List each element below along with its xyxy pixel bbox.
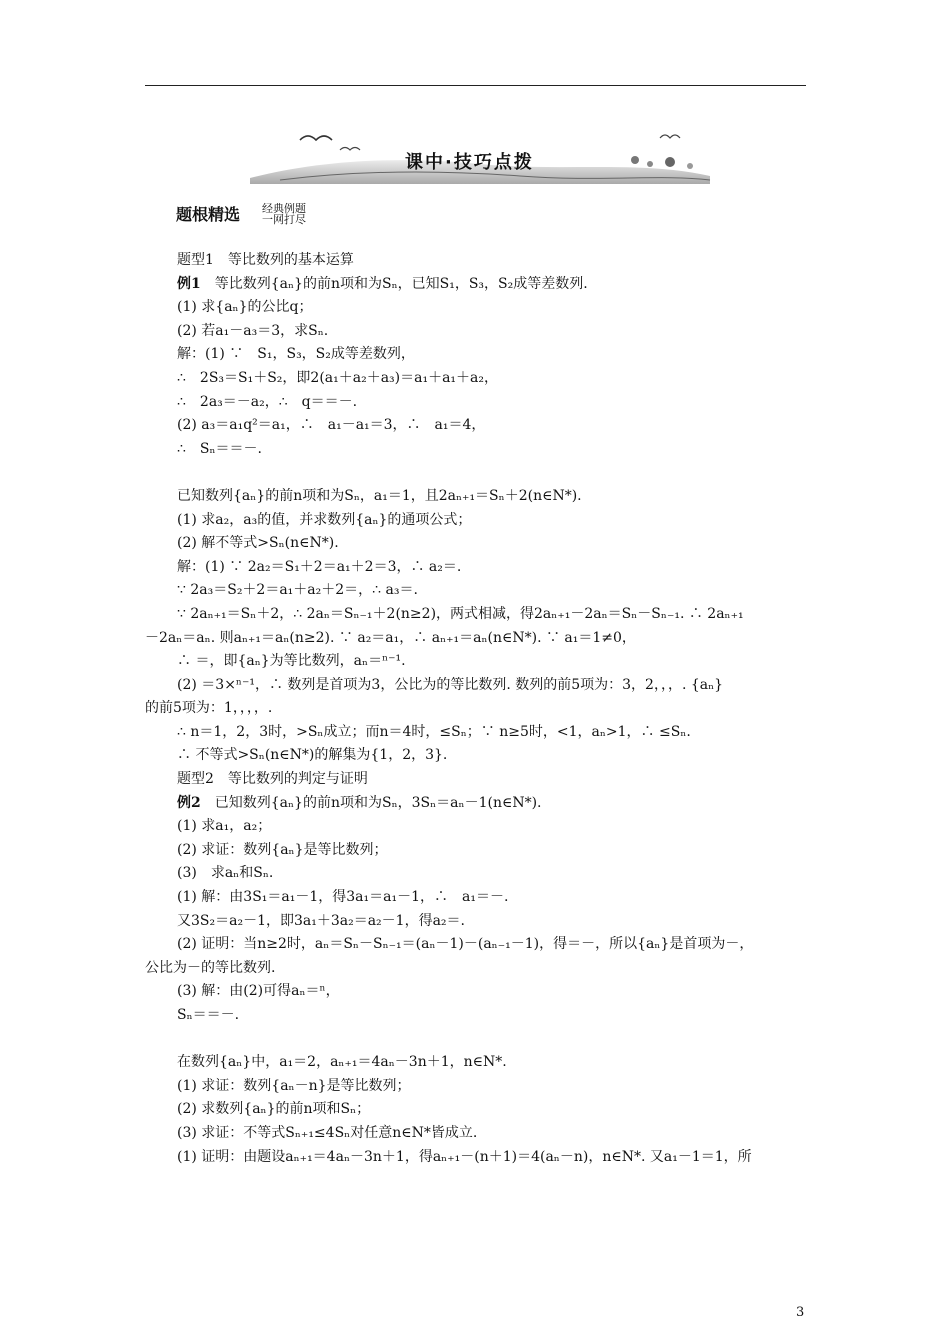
text-line <box>145 485 813 509</box>
text-line <box>145 815 813 839</box>
text-line <box>145 296 813 320</box>
blank-line <box>145 1028 813 1052</box>
text-line <box>145 249 813 273</box>
text-line <box>145 839 813 863</box>
text-line <box>145 744 813 768</box>
line-text: (2) 若a₁－a₃＝3，求Sₙ. <box>177 322 329 339</box>
page-number: 3 <box>796 1305 805 1320</box>
line-text: 在数列{aₙ}中，a₁＝2，aₙ₊₁＝4aₙ－3n＋1，n∈N*. <box>177 1054 507 1071</box>
line-text: (1) 证明：由题设aₙ₊₁＝4aₙ－3n＋1，得aₙ₊₁－(n＋1)＝4(aₙ－n)，n∈N*. 又a₁－1＝1，所 <box>177 1148 752 1165</box>
text-line <box>145 603 813 627</box>
line-text: 解：(1) ∵ S₁，S₃，S₂成等差数列， <box>177 346 415 363</box>
line-text: 解：(1) ∵ 2a₂＝S₁＋2＝a₁＋2＝3，∴ a₂＝. <box>177 558 462 575</box>
line-text: ∴ n＝1，2，3时，>Sₙ成立；而n＝4时，≤Sₙ；∵ n≥5时，<1，aₙ>1，∴ ≤Sₙ. <box>177 723 691 740</box>
line-text: ∵ 2aₙ₊₁＝Sₙ＋2，∴ 2aₙ＝Sₙ₋₁＋2(n≥2)，两式相减，得2aₙ₊₁－2aₙ＝Sₙ－Sₙ₋₁. ∴ 2aₙ₊₁ <box>177 605 744 622</box>
line-text: －2aₙ＝aₙ. 则aₙ₊₁＝aₙ(n≥2). ∵ a₂＝a₁，∴ aₙ₊₁＝aₙ(n∈N*). ∵ a₁＝1≠0， <box>145 629 636 646</box>
text-line <box>145 980 813 1004</box>
text-line <box>145 792 813 816</box>
line-text: 题型1 等比数列的基本运算 <box>177 252 354 268</box>
line-text: (2) 解不等式>Sₙ(n∈N*). <box>177 535 339 552</box>
section-tag-sub <box>262 203 306 225</box>
line-text: ∴ ＝，即{aₙ}为等比数列，aₙ＝ⁿ⁻¹. <box>177 653 406 670</box>
text-line <box>145 509 813 533</box>
line-text: 公比为－的等比数列. <box>145 959 276 976</box>
text-line <box>145 1075 813 1099</box>
line-text: 又3S₂＝a₂－1，即3a₁＋3a₂＝a₂－1，得a₂＝. <box>177 912 465 929</box>
text-line <box>145 556 813 580</box>
text-line <box>145 1098 813 1122</box>
line-text: 题型2 等比数列的判定与证明 <box>177 771 368 788</box>
line-text: (1) 求{aₙ}的公比q； <box>177 299 313 316</box>
text-line <box>145 391 813 415</box>
line-text: (1) 解：由3S₁＝a₁－1，得3a₁＝a₁－1，∴ a₁＝－. <box>177 889 509 906</box>
text-line <box>145 1051 813 1075</box>
blank-line <box>145 461 813 485</box>
line-text: ∴ 2a₃＝－a₂，∴ q＝＝－. <box>177 393 358 410</box>
line-text: (2) 求证：数列{aₙ}是等比数列； <box>177 841 388 858</box>
line-text: (1) 求证：数列{aₙ－n}是等比数列； <box>177 1077 411 1094</box>
section-tag-sub2: 一网打尽 <box>262 213 306 226</box>
line-text: 的前5项为：1，，，，. <box>145 700 273 717</box>
text-line <box>145 343 813 367</box>
text-line <box>145 532 813 556</box>
text-line <box>145 721 813 745</box>
text-line <box>145 367 813 391</box>
line-text: (2) ＝3×ⁿ⁻¹，∴ 数列是首项为3，公比为的等比数列. 数列的前5项为：3，2，，，. {aₙ} <box>177 676 724 693</box>
text-line <box>145 862 813 886</box>
text-line <box>145 579 813 603</box>
line-text: (3) 求aₙ和Sₙ. <box>177 865 274 882</box>
line-text: 已知数列{aₙ}的前n项和为Sₙ，a₁＝1，且2aₙ₊₁＝Sₙ＋2(n∈N*). <box>177 487 582 504</box>
text-line <box>145 697 813 721</box>
text-line <box>145 650 813 674</box>
line-text: (2) 求数列{aₙ}的前n项和Sₙ； <box>177 1101 371 1118</box>
section-tag <box>176 200 366 226</box>
text-line <box>145 627 813 651</box>
line-text: ∴ Sₙ＝＝－. <box>177 440 263 457</box>
text-line <box>145 957 813 981</box>
line-text: Sₙ＝＝－. <box>177 1007 240 1023</box>
text-line <box>145 320 813 344</box>
line-text: (1) 求a₁，a₂； <box>177 818 272 835</box>
section-tag-sub1: 经典例题 <box>262 202 306 215</box>
line-text: ∴ 不等式>Sₙ(n∈N*)的解集为{1，2，3}. <box>177 747 448 764</box>
text-line <box>145 886 813 910</box>
text-line <box>145 1146 813 1170</box>
text-line <box>145 438 813 462</box>
section-tag-label: 题根精选 <box>176 205 241 224</box>
text-line <box>145 273 813 297</box>
text-line <box>145 1122 813 1146</box>
line-text: (2) a₃＝a₁q²＝a₁，∴ a₁－a₁＝3，∴ a₁＝4， <box>177 417 486 434</box>
example-label: 例1 <box>177 275 201 292</box>
text-line <box>145 1004 813 1028</box>
line-text: ∴ 2S₃＝S₁＋S₂，即2(a₁＋a₂＋a₃)＝a₁＋a₁＋a₂， <box>177 369 499 386</box>
text-line <box>145 768 813 792</box>
line-text: (1) 求a₂，a₃的值，并求数列{aₙ}的通项公式； <box>177 511 472 528</box>
example-label: 例2 <box>177 794 201 811</box>
text-line <box>145 910 813 934</box>
line-text: 等比数列{aₙ}的前n项和为Sₙ，已知S₁，S₃，S₂成等差数列. <box>200 275 588 292</box>
document-body <box>145 249 813 1169</box>
banner-title: 课中·技巧点拨 <box>405 152 534 173</box>
line-text: (3) 解：由(2)可得aₙ＝ⁿ， <box>177 983 340 1000</box>
line-text: (3) 求证：不等式Sₙ₊₁≤4Sₙ对任意n∈N*皆成立. <box>177 1124 478 1141</box>
line-text: (2) 证明：当n≥2时，aₙ＝Sₙ－Sₙ₋₁＝(aₙ－1)－(aₙ₋₁－1)，得＝－，所以{aₙ}是首项为－， <box>177 936 754 953</box>
text-line <box>145 933 813 957</box>
line-text: 已知数列{aₙ}的前n项和为Sₙ，3Sₙ＝aₙ－1(n∈N*). <box>200 794 542 811</box>
line-text: ∵ 2a₃＝S₂＋2＝a₁＋a₂＋2＝，∴ a₃＝. <box>177 582 418 599</box>
header-rule <box>145 85 806 86</box>
text-line <box>145 674 813 698</box>
text-line <box>145 414 813 438</box>
